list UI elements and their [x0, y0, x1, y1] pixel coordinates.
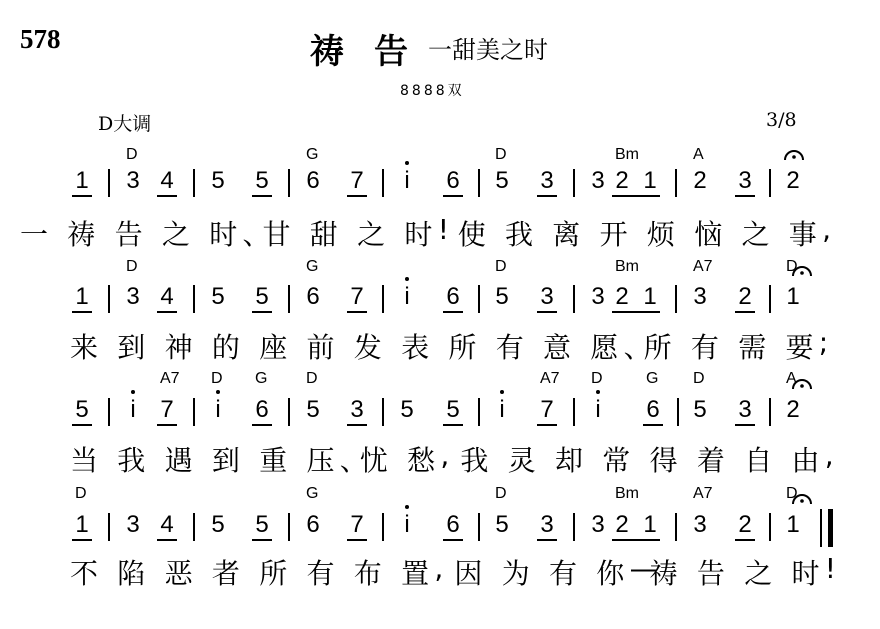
- chord-symbol: G: [306, 258, 319, 275]
- lyric-char: 我: [505, 218, 534, 251]
- barline: [193, 398, 195, 426]
- chord-symbol: Bm: [615, 146, 639, 163]
- note: 3: [591, 511, 605, 538]
- note: 5: [400, 396, 414, 423]
- final-barline-thick: [828, 509, 833, 547]
- note: 3: [735, 167, 755, 197]
- lyric-char: 者: [211, 557, 240, 590]
- note: 1: [786, 511, 800, 538]
- chord-symbol: D: [495, 485, 507, 502]
- lyric-char: 所: [259, 557, 288, 590]
- note: 1: [72, 511, 92, 541]
- lyric-char: 、: [242, 218, 271, 251]
- chord-symbol: G: [646, 370, 659, 387]
- barline: [288, 513, 290, 541]
- beam-line: [612, 539, 660, 541]
- note: 3: [347, 396, 367, 426]
- note: 1: [72, 167, 92, 197]
- lyric-char: 之: [357, 218, 386, 251]
- fermata-icon: [791, 263, 813, 277]
- note: 5: [693, 396, 707, 423]
- note: 6: [643, 396, 663, 426]
- lyric-char: !: [824, 552, 837, 585]
- lyric-char: 布: [353, 557, 382, 590]
- lyric-char: 忧: [359, 444, 388, 477]
- barline: [382, 285, 384, 313]
- chord-symbol: A7: [540, 370, 560, 387]
- lyric-char: 、: [623, 331, 652, 364]
- chord-symbol: D: [126, 146, 138, 163]
- barline: [573, 398, 575, 426]
- chord-symbol: D: [126, 258, 138, 275]
- note: 5: [495, 511, 509, 538]
- lyric-char: 之: [744, 557, 773, 590]
- chord-symbol: D: [75, 485, 87, 502]
- note: 5: [443, 396, 463, 426]
- lyric-char: —: [629, 552, 658, 585]
- key-signature: D大调: [98, 113, 152, 135]
- fermata-icon: [783, 147, 805, 161]
- barline: [769, 398, 771, 426]
- note: i: [499, 396, 505, 423]
- note: 5: [252, 511, 272, 541]
- note: 5: [495, 283, 509, 310]
- barline: [478, 169, 480, 197]
- lyric-char: 陷: [117, 557, 146, 590]
- lyric-char: 来: [70, 331, 99, 364]
- chord-symbol: A: [786, 370, 797, 387]
- lyric-char: ;: [818, 326, 829, 359]
- note: 3: [126, 511, 140, 538]
- high-octave-dot: [405, 505, 409, 509]
- barline: [193, 169, 195, 197]
- barline: [675, 513, 677, 541]
- final-barline-thin: [820, 509, 822, 547]
- note: i: [404, 167, 410, 194]
- lyric-char: 你: [596, 557, 625, 590]
- lyric-char: 有: [549, 557, 578, 590]
- lyric-char: 神: [164, 331, 193, 364]
- chord-symbol: D: [786, 258, 798, 275]
- note: 7: [537, 396, 557, 426]
- barline: [382, 169, 384, 197]
- high-octave-dot: [131, 390, 135, 394]
- lyric-char: 愿: [590, 331, 619, 364]
- barline: [478, 398, 480, 426]
- chord-symbol: D: [591, 370, 603, 387]
- note: 1: [786, 283, 800, 310]
- barline: [193, 285, 195, 313]
- chord-symbol: A7: [693, 258, 713, 275]
- note: 2: [693, 167, 707, 194]
- barline: [675, 169, 677, 197]
- lyric-char: 恶: [164, 557, 193, 590]
- lyric-char: 一: [20, 218, 49, 251]
- chord-symbol: G: [255, 370, 268, 387]
- lyric-char: 着: [696, 444, 725, 477]
- lyric-char: 灵: [507, 444, 536, 477]
- lyric-char: 需: [738, 331, 767, 364]
- lyric-char: 时: [791, 557, 820, 590]
- beam-line: [612, 311, 660, 313]
- lyric-char: 甜: [309, 218, 338, 251]
- lyric-char: 甘: [262, 218, 291, 251]
- note: 2: [615, 167, 629, 194]
- barline: [573, 285, 575, 313]
- lyric-char: 压: [306, 444, 335, 477]
- lyric-char: 却: [555, 444, 584, 477]
- lyric-char: !: [437, 213, 449, 246]
- note: 6: [306, 283, 320, 310]
- lyric-char: 得: [649, 444, 678, 477]
- lyric-char: 告: [114, 218, 143, 251]
- note: 3: [735, 396, 755, 426]
- note: 7: [347, 167, 367, 197]
- note: i: [595, 396, 601, 423]
- barline: [108, 398, 110, 426]
- note: 1: [72, 283, 92, 313]
- lyric-char: 有: [495, 331, 524, 364]
- lyric-char: 我: [460, 444, 489, 477]
- chord-symbol: D: [495, 146, 507, 163]
- barline: [769, 169, 771, 197]
- high-octave-dot: [596, 390, 600, 394]
- note: 7: [347, 283, 367, 313]
- note: i: [215, 396, 221, 423]
- note: 4: [157, 511, 177, 541]
- note: 5: [252, 167, 272, 197]
- note: 6: [443, 511, 463, 541]
- note: 5: [211, 283, 225, 310]
- note: 6: [443, 167, 463, 197]
- lyric-char: ,: [822, 213, 831, 246]
- hymn-number: 578: [20, 24, 61, 54]
- hymn-subtitle: 一甜美之时: [428, 36, 548, 64]
- chord-symbol: Bm: [615, 258, 639, 275]
- lyric-char: 之: [741, 218, 770, 251]
- note: 6: [306, 167, 320, 194]
- barline: [193, 513, 195, 541]
- lyric-char: 有: [690, 331, 719, 364]
- barline: [288, 169, 290, 197]
- note: 2: [615, 283, 629, 310]
- lyric-char: 祷: [67, 218, 96, 251]
- lyric-char: 时: [404, 218, 433, 251]
- note: i: [404, 283, 410, 310]
- lyric-char: 常: [602, 444, 631, 477]
- note: 3: [537, 167, 557, 197]
- lyric-char: 到: [211, 444, 240, 477]
- lyric-char: 为: [501, 557, 530, 590]
- note: 6: [306, 511, 320, 538]
- chord-symbol: G: [306, 485, 319, 502]
- barline: [573, 169, 575, 197]
- note: 7: [157, 396, 177, 426]
- lyric-char: ,: [824, 439, 834, 472]
- barline: [675, 285, 677, 313]
- lyric-char: 我: [117, 444, 146, 477]
- lyric-char: 遇: [164, 444, 193, 477]
- note: 2: [735, 511, 755, 541]
- lyric-char: 告: [696, 557, 725, 590]
- barline: [478, 285, 480, 313]
- note: 3: [693, 511, 707, 538]
- lyric-char: 祷: [649, 557, 678, 590]
- chord-symbol: A7: [160, 370, 180, 387]
- chord-symbol: D: [211, 370, 223, 387]
- note: 3: [126, 283, 140, 310]
- barline: [108, 169, 110, 197]
- chord-symbol: D: [495, 258, 507, 275]
- high-octave-dot: [500, 390, 504, 394]
- note: 2: [735, 283, 755, 313]
- lyric-char: 烦: [646, 218, 675, 251]
- note: 5: [495, 167, 509, 194]
- lyric-char: 离: [552, 218, 581, 251]
- note: 3: [591, 283, 605, 310]
- lyric-char: 发: [353, 331, 382, 364]
- fermata-icon: [791, 376, 813, 390]
- lyric-char: 因: [454, 557, 483, 590]
- lyric-char: 重: [259, 444, 288, 477]
- chord-symbol: D: [786, 485, 798, 502]
- high-octave-dot: [405, 161, 409, 165]
- lyric-char: 置: [401, 557, 430, 590]
- note: 1: [643, 511, 657, 538]
- note: 3: [591, 167, 605, 194]
- note: i: [130, 396, 136, 423]
- barline: [478, 513, 480, 541]
- chord-symbol: G: [306, 146, 319, 163]
- lyric-char: 座: [259, 331, 288, 364]
- time-signature: 3/8: [766, 109, 797, 131]
- high-octave-dot: [405, 277, 409, 281]
- lyric-char: 所: [448, 331, 477, 364]
- chord-symbol: A7: [693, 485, 713, 502]
- barline: [108, 285, 110, 313]
- lyric-char: 到: [117, 331, 146, 364]
- note: 6: [252, 396, 272, 426]
- note: 1: [643, 167, 657, 194]
- note: i: [404, 511, 410, 538]
- lyric-char: 之: [161, 218, 190, 251]
- lyric-char: ,: [440, 439, 450, 472]
- note: 5: [306, 396, 320, 423]
- lyric-char: 使: [457, 218, 486, 251]
- lyric-char: 所: [643, 331, 672, 364]
- note: 4: [157, 283, 177, 313]
- lyric-char: 意: [543, 331, 572, 364]
- lyric-char: 当: [70, 444, 99, 477]
- lyric-char: 恼: [694, 218, 723, 251]
- lyric-char: 、: [339, 444, 368, 477]
- lyric-char: 表: [401, 331, 430, 364]
- lyric-char: 时: [209, 218, 238, 251]
- barline: [108, 513, 110, 541]
- note: 2: [615, 511, 629, 538]
- note: 2: [786, 167, 800, 194]
- lyric-char: ,: [434, 552, 444, 585]
- note: 5: [72, 396, 92, 426]
- lyric-char: 不: [70, 557, 99, 590]
- lyric-char: 有: [306, 557, 335, 590]
- note: 5: [211, 511, 225, 538]
- chord-symbol: A: [693, 146, 704, 163]
- barline: [382, 513, 384, 541]
- barline: [769, 285, 771, 313]
- hymn-title: 祷告: [310, 32, 438, 72]
- lyric-char: 开: [599, 218, 628, 251]
- note: 4: [157, 167, 177, 197]
- high-octave-dot: [216, 390, 220, 394]
- note: 1: [643, 283, 657, 310]
- barline: [382, 398, 384, 426]
- note: 5: [211, 167, 225, 194]
- note: 6: [443, 283, 463, 313]
- note: 3: [537, 283, 557, 313]
- barline: [573, 513, 575, 541]
- barline: [677, 398, 679, 426]
- barline: [288, 285, 290, 313]
- chord-symbol: D: [693, 370, 705, 387]
- lyric-char: 要: [785, 331, 814, 364]
- lyric-char: 前: [306, 331, 335, 364]
- note: 7: [347, 511, 367, 541]
- note: 3: [537, 511, 557, 541]
- lyric-char: 愁: [407, 444, 436, 477]
- lyric-char: 的: [211, 331, 240, 364]
- note: 5: [252, 283, 272, 313]
- lyric-char: 事: [788, 218, 817, 251]
- barline: [288, 398, 290, 426]
- note: 3: [693, 283, 707, 310]
- note: 3: [126, 167, 140, 194]
- chord-symbol: Bm: [615, 485, 639, 502]
- lyric-char: 由: [791, 444, 820, 477]
- lyric-char: 自: [744, 444, 773, 477]
- note: 2: [786, 396, 800, 423]
- barline: [769, 513, 771, 541]
- meter-label: 8888双: [400, 83, 465, 99]
- beam-line: [612, 195, 660, 197]
- fermata-icon: [791, 491, 813, 505]
- chord-symbol: D: [306, 370, 318, 387]
